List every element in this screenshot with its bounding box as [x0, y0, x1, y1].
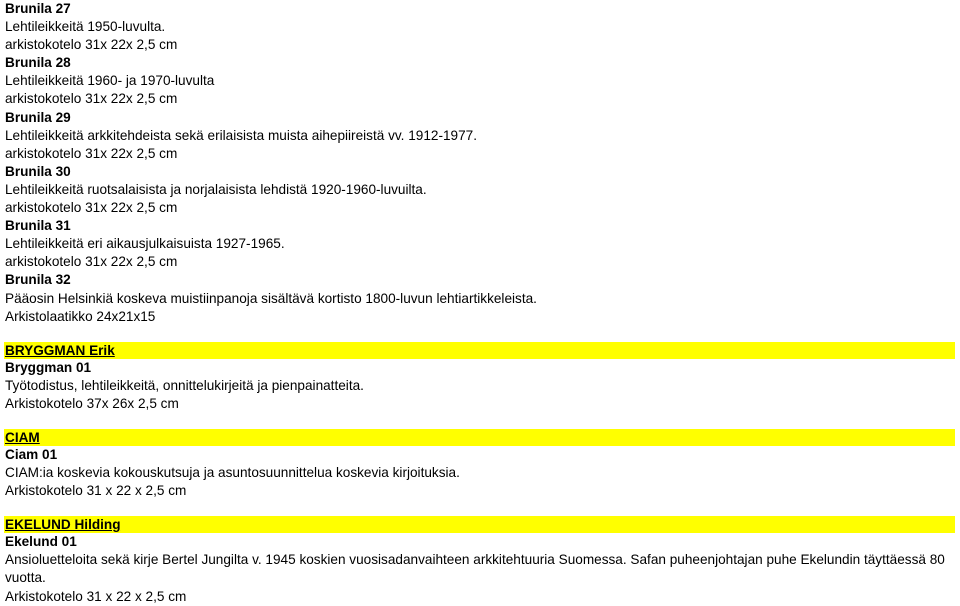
brunila-entry-27	[5, 0, 960, 54]
entry-size: arkistokotelo 31x 22x 2,5 cm	[5, 254, 178, 270]
section-bryggman	[5, 342, 960, 413]
entry-title: Ciam 01	[5, 446, 58, 462]
entry-description: Lehtileikkeitä arkkitehdeista sekä erilaisista muista aihepiireistä vv. 1912-1977.	[5, 127, 477, 143]
entry-size: arkistokotelo 31x 22x 2,5 cm	[5, 37, 178, 53]
entry-description: Lehtileikkeitä 1960- ja 1970-luvulta	[5, 73, 215, 89]
entry-size: arkistokotelo 31x 22x 2,5 cm	[5, 200, 178, 216]
entry-description: Lehtileikkeitä ruotsalaisista ja norjalaisista lehdistä 1920-1960-luvuilta.	[5, 181, 427, 197]
entry-title: Brunila 30	[5, 163, 71, 179]
brunila-entry-30	[5, 163, 960, 217]
entry-size: arkistokotelo 31x 22x 2,5 cm	[5, 145, 178, 161]
spacer	[5, 413, 960, 429]
entry-description: Pääosin Helsinkiä koskeva muistiinpanoja sisältävä kortisto 1800-luvun lehtiartikkeleista.	[5, 290, 537, 306]
entry-description: Työtodistus, lehtileikkeitä, onnittelukirjeitä ja pienpainatteita.	[5, 377, 364, 393]
entry-size: Arkistokotelo 31 x 22 x 2,5 cm	[5, 588, 187, 604]
section-heading: CIAM	[4, 429, 955, 446]
entry-title: Bryggman 01	[5, 359, 92, 375]
spacer	[5, 326, 960, 342]
entry-title: Brunila 31	[5, 218, 71, 234]
entry-size: Arkistokotelo 37x 26x 2,5 cm	[5, 395, 179, 411]
brunila-entry-31	[5, 217, 960, 271]
entry-title: Brunila 27	[5, 1, 71, 16]
section-ekelund	[5, 516, 960, 605]
brunila-entry-32	[5, 271, 960, 325]
entry-title: Brunila 29	[5, 109, 71, 125]
entry-description: Ansioluetteloita sekä kirje Bertel Jungilta v. 1945 koskien vuosisadanvaihteen arkkitehtuuria Suomessa. Safan puheenjohtajan puhe Ekelundin täyttäessä 80 vuotta.	[5, 552, 945, 586]
entry-size: Arkistolaatikko 24x21x15	[5, 308, 156, 324]
brunila-entry-28	[5, 54, 960, 108]
entry-title: Brunila 28	[5, 55, 71, 71]
section-heading: EKELUND Hilding	[4, 516, 955, 533]
entry-description: Lehtileikkeitä eri aikausjulkaisuista 1927-1965.	[5, 236, 285, 252]
entry-title: Brunila 32	[5, 272, 71, 288]
entry-size: Arkistokotelo 31 x 22 x 2,5 cm	[5, 483, 187, 499]
entry-description: Lehtileikkeitä 1950-luvulta.	[5, 19, 166, 35]
spacer	[5, 500, 960, 516]
section-heading: BRYGGMAN Erik	[4, 342, 955, 359]
entry-description: CIAM:ia koskevia kokouskutsuja ja asuntosuunnittelua koskevia kirjoituksia.	[5, 465, 460, 481]
brunila-entry-29	[5, 109, 960, 163]
entry-title: Ekelund 01	[5, 534, 77, 550]
entry-size: arkistokotelo 31x 22x 2,5 cm	[5, 91, 178, 107]
section-ciam	[5, 429, 960, 500]
